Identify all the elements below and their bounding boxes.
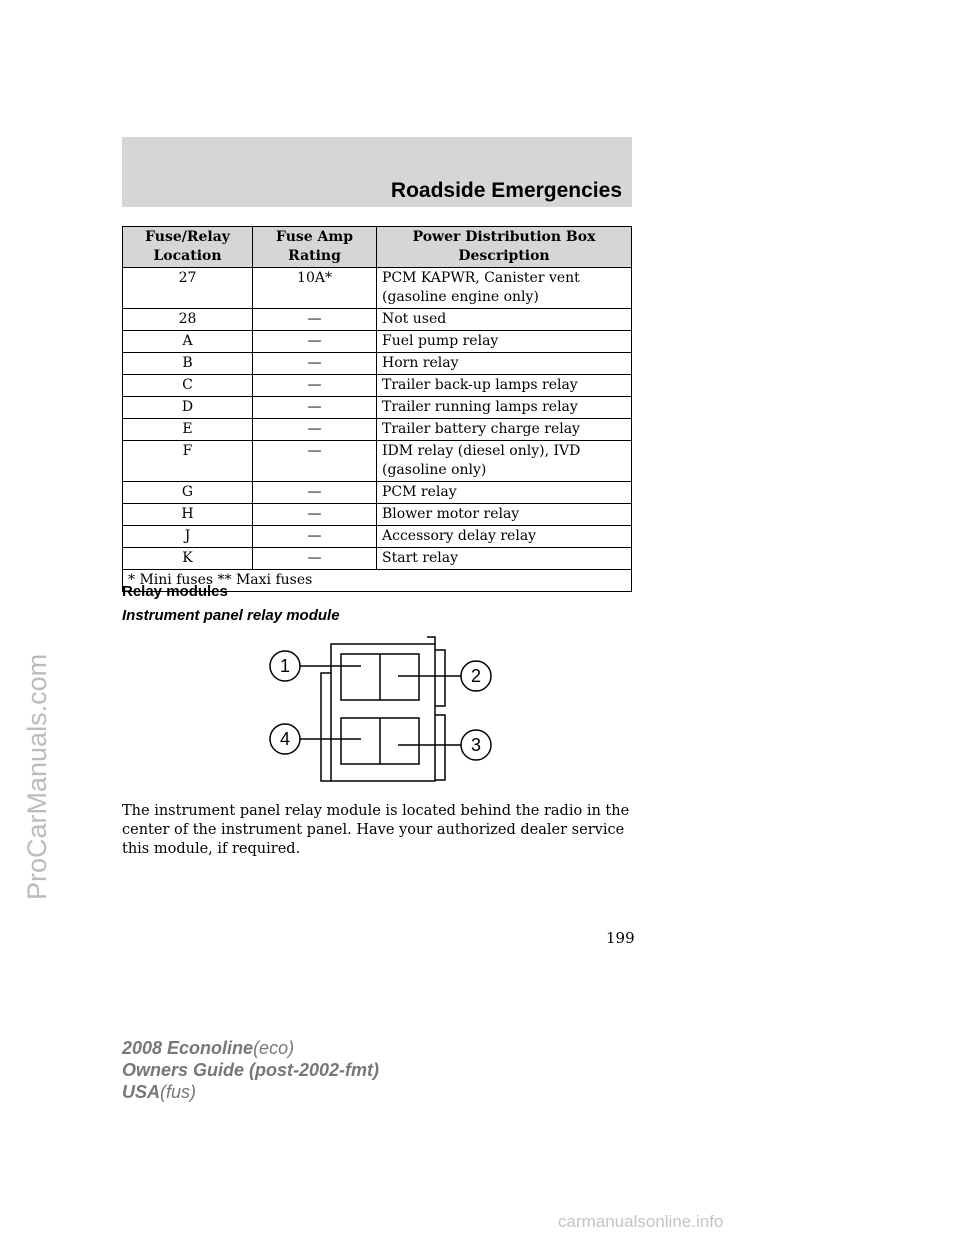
callout-label-4: 4: [279, 729, 291, 749]
location-cell: K: [123, 548, 253, 570]
table-row: [123, 441, 632, 482]
table-row: [123, 482, 632, 504]
right-upper-bracket: [435, 650, 445, 706]
location-cell: H: [123, 504, 253, 526]
relay-module-diagram: [258, 630, 498, 790]
table-row: [123, 309, 632, 331]
column-header: Fuse/Relay Location: [123, 227, 253, 268]
column-header: Power Distribution Box Description: [377, 227, 632, 268]
section-title: Roadside Emergencies: [390, 179, 622, 202]
rating-cell: —: [253, 504, 377, 526]
description-cell: Trailer running lamps relay: [377, 397, 632, 419]
description-cell: Not used: [377, 309, 632, 331]
footer-region-code: (fus): [160, 1082, 197, 1102]
footer-guide: Owners Guide (post-2002-fmt): [122, 1060, 380, 1080]
description-cell: Start relay: [377, 548, 632, 570]
rating-cell: —: [253, 309, 377, 331]
document-footer: [122, 1037, 379, 1103]
location-cell: D: [123, 397, 253, 419]
rating-cell: —: [253, 353, 377, 375]
page-number: 199: [606, 929, 635, 947]
table-row: [123, 526, 632, 548]
table-row: [123, 375, 632, 397]
rating-cell: —: [253, 526, 377, 548]
rating-cell: 10A*: [253, 268, 377, 309]
description-cell: PCM relay: [377, 482, 632, 504]
left-bracket: [321, 673, 331, 781]
description-cell: Blower motor relay: [377, 504, 632, 526]
table-row: [123, 419, 632, 441]
location-cell: 27: [123, 268, 253, 309]
footer-model: 2008 Econoline: [122, 1038, 254, 1058]
description-cell: Fuel pump relay: [377, 331, 632, 353]
location-cell: G: [123, 482, 253, 504]
description-cell: Horn relay: [377, 353, 632, 375]
location-cell: C: [123, 375, 253, 397]
rating-cell: —: [253, 548, 377, 570]
description-cell: PCM KAPWR, Canister vent (gasoline engine only): [377, 268, 632, 309]
footer-model-code: (eco): [253, 1038, 295, 1058]
callout-label-1: 1: [279, 656, 291, 676]
header-band: [122, 137, 632, 207]
fuse-table: [122, 226, 632, 592]
location-cell: A: [123, 331, 253, 353]
location-cell: E: [123, 419, 253, 441]
location-cell: J: [123, 526, 253, 548]
table-row: [123, 353, 632, 375]
relay-modules-heading: Relay modules: [122, 583, 228, 600]
right-lower-bracket: [435, 715, 445, 780]
body-paragraph: The instrument panel relay module is located behind the radio in the center of the instrument panel. Have your authorized dealer service this module, if required.: [122, 803, 630, 857]
location-cell: B: [123, 353, 253, 375]
watermark-text: ProCarManuals.com: [22, 653, 52, 900]
rating-cell: —: [253, 331, 377, 353]
rating-cell: —: [253, 441, 377, 482]
table-row: [123, 548, 632, 570]
table-footnote: * Mini fuses ** Maxi fuses: [123, 570, 632, 592]
description-cell: Trailer back-up lamps relay: [377, 375, 632, 397]
rating-cell: —: [253, 397, 377, 419]
footer-watermark: carmanualsonline.info: [558, 1212, 724, 1231]
rating-cell: —: [253, 482, 377, 504]
column-header: Fuse Amp Rating: [253, 227, 377, 268]
table-row: [123, 504, 632, 526]
table-header-row: [123, 227, 632, 268]
callout-label-3: 3: [470, 735, 482, 755]
table-row: [123, 397, 632, 419]
table-row: [123, 268, 632, 309]
description-cell: Accessory delay relay: [377, 526, 632, 548]
location-cell: F: [123, 441, 253, 482]
description-cell: Trailer battery charge relay: [377, 419, 632, 441]
location-cell: 28: [123, 309, 253, 331]
callout-label-2: 2: [470, 666, 482, 686]
table-row: [123, 331, 632, 353]
instrument-panel-heading: Instrument panel relay module: [122, 607, 340, 624]
rating-cell: —: [253, 419, 377, 441]
rating-cell: —: [253, 375, 377, 397]
footer-region: USA: [122, 1082, 161, 1102]
description-cell: IDM relay (diesel only), IVD (gasoline only): [377, 441, 632, 482]
